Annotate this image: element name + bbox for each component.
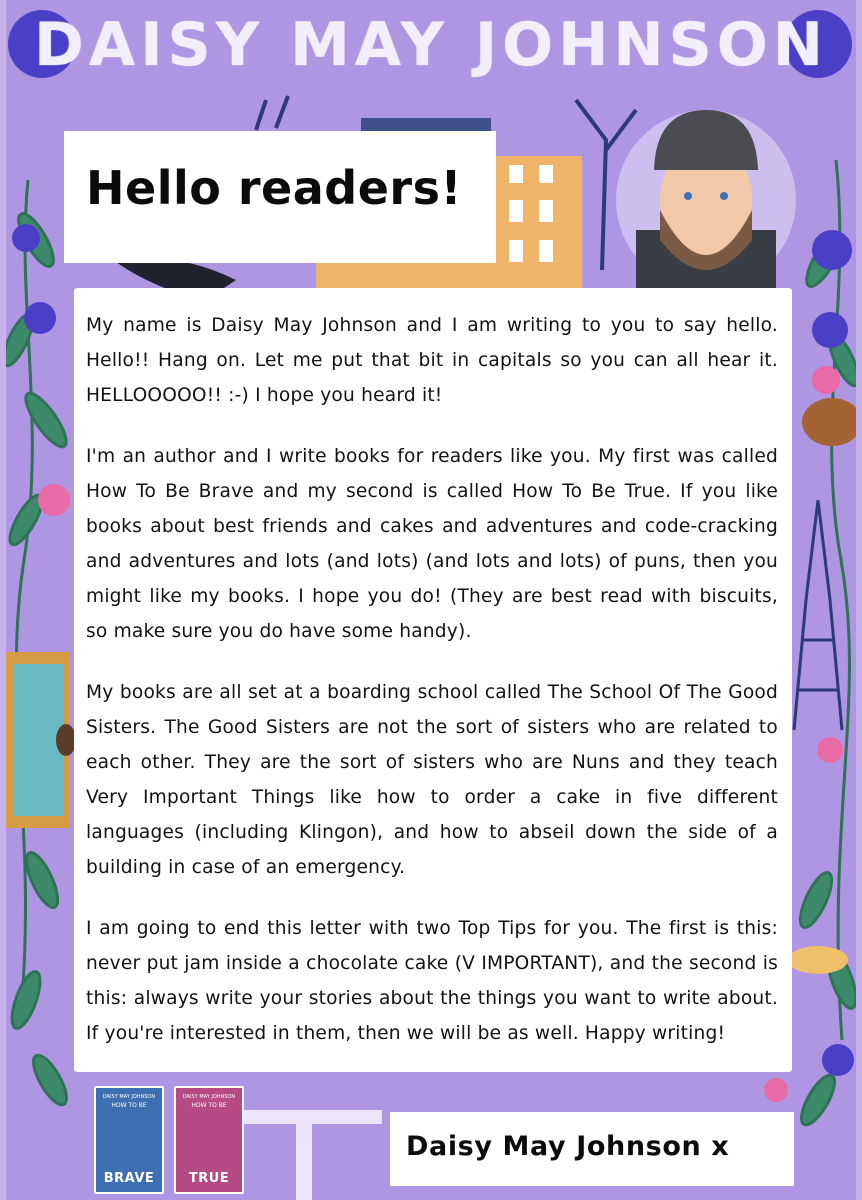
book-series: HOW TO BE (191, 1102, 227, 1109)
pastry-icon (802, 398, 856, 446)
book-cover-brave (94, 1086, 164, 1194)
book-title: TRUE (188, 1171, 230, 1186)
greeting-heading: Hello readers! (86, 161, 462, 215)
greeting-box (64, 131, 496, 263)
signature-box (390, 1112, 794, 1186)
letter-card (74, 288, 792, 1072)
signature-text: Daisy May Johnson x (406, 1131, 730, 1162)
book-title-lettering (232, 1110, 382, 1200)
letter-paragraph: My name is Daisy May Johnson and I am writing to you to say hello. Hello!! Hang on. Let me put that bit in capitals so you can all hear it. HELLOOOOO!! :-) I hope you heard it! (86, 315, 778, 406)
leaf-icon (794, 160, 856, 1129)
letter-paragraph: My books are all set at a boarding school called The School Of The Good Sisters. The Good Sisters are not the sort of sisters who are related to each other. They are the sort of sisters who are Nuns and they teach Very Important Things like how to order a cake in five different languages (including Klingon), and how to abseil down the side of a building in case of an emergency. (86, 682, 778, 878)
book-cover-true (174, 1086, 244, 1194)
croissant-icon (788, 946, 848, 974)
book-author: DAISY MAY JOHNSON (102, 1094, 156, 1100)
portrait-icon (616, 110, 796, 290)
framed-painting-icon (6, 652, 76, 828)
book-author: DAISY MAY JOHNSON (182, 1094, 236, 1100)
letter-paragraph: I am going to end this letter with two Top Tips for you. The first is this: never put jam inside a chocolate cake (V IMPORTANT), and the second is this: always write your stories about the things you want to write about. If you're interested in them, then we will be as well. Happy writing! (86, 918, 778, 1044)
poster (6, 0, 856, 1200)
book-title: BRAVE (103, 1171, 155, 1186)
eiffel-tower-icon (794, 500, 842, 730)
author-banner: DAISY MAY JOHNSON (33, 10, 829, 80)
book-series: HOW TO BE (111, 1102, 147, 1109)
letter-paragraph: I'm an author and I write books for readers like you. My first was called How To Be Brave and my second is called How To Be True. If you like books about best friends and cakes and adventures and code-cracking and adventures and lots (and lots) (and lots and lots) of puns, then you might like my books. I hope you do! (They are best read with biscuits, so make sure you do have some handy). (86, 446, 778, 642)
letter-body (86, 308, 778, 1077)
